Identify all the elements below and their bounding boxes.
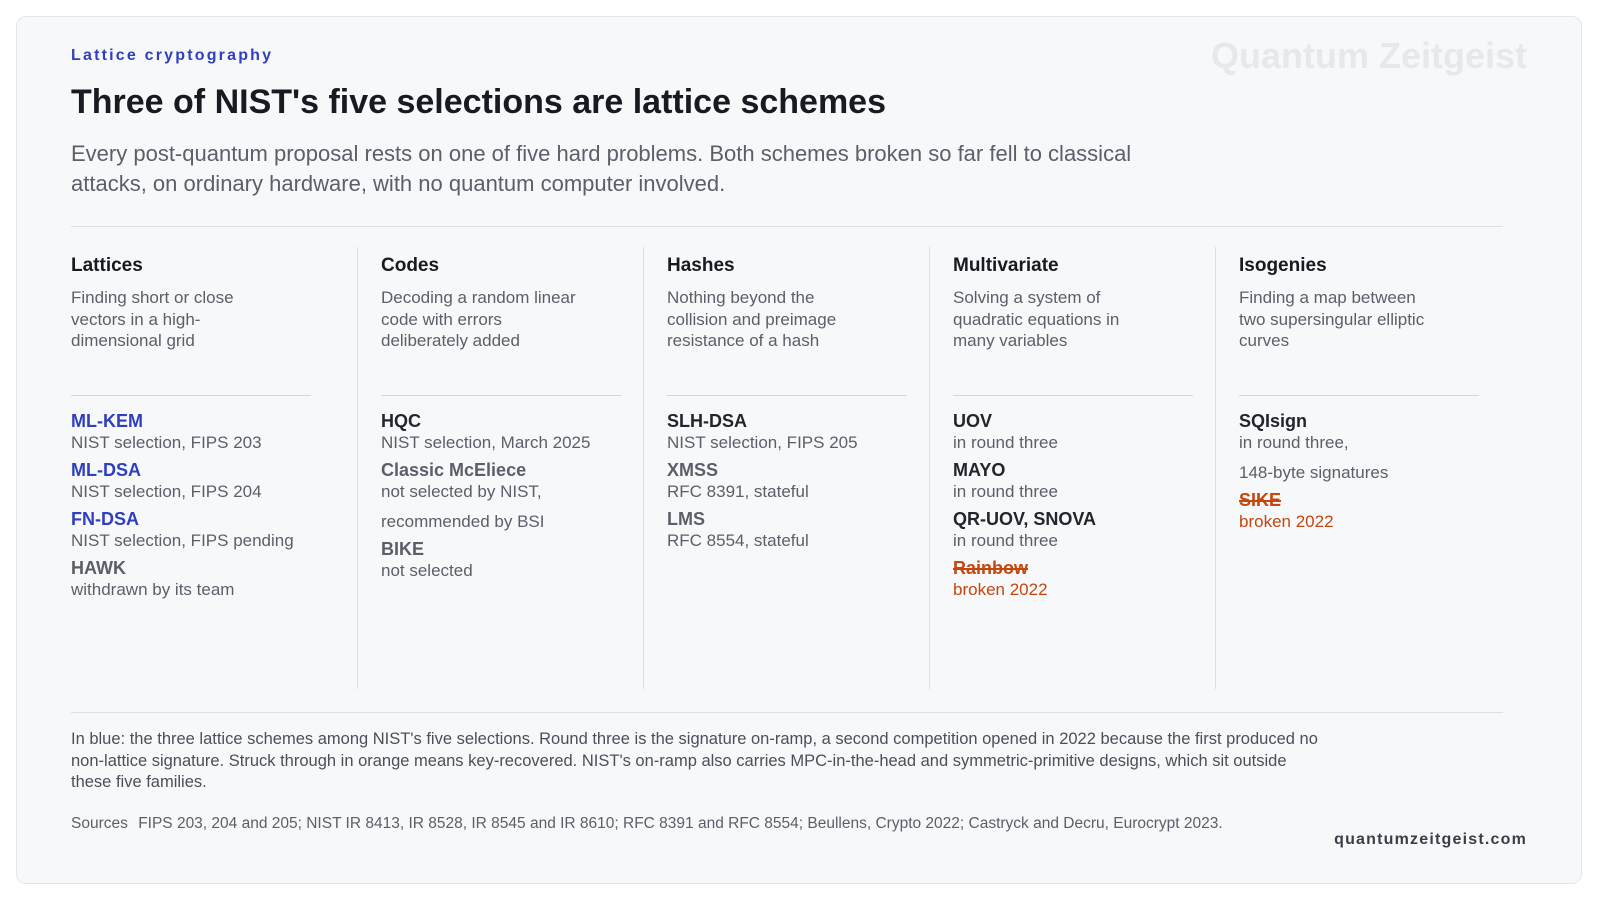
scheme-item (71, 508, 357, 552)
scheme-status: not selected by NIST, (381, 482, 542, 501)
scheme-item (71, 459, 357, 503)
page-title: Three of NIST's five selections are lattice schemes (71, 83, 886, 121)
scheme-list (953, 410, 1215, 601)
scheme-item (1239, 489, 1501, 533)
family-column-multivariate (929, 247, 1215, 689)
scheme-item (667, 459, 929, 503)
scheme-name: XMSS (667, 460, 719, 480)
sources-label: Sources (71, 815, 128, 832)
scheme-status: NIST selection, FIPS 204 (71, 482, 262, 501)
family-name: Multivariate (953, 255, 1059, 276)
scheme-name: QR-UOV, SNOVA (953, 509, 1097, 529)
scheme-item (71, 557, 357, 601)
scheme-item (71, 410, 357, 454)
family-name: Lattices (71, 255, 143, 276)
site-url: quantumzeitgeist.com (1334, 831, 1527, 848)
family-description: Solving a system of quadratic equations in many variables (953, 288, 1120, 350)
column-divider (953, 395, 1193, 396)
scheme-item (953, 557, 1215, 601)
families-grid (71, 247, 1503, 689)
scheme-name: LMS (667, 509, 705, 529)
scheme-status: broken 2022 (953, 580, 1048, 599)
scheme-status: in round three (953, 531, 1058, 550)
scheme-status: NIST selection, FIPS 205 (667, 433, 858, 452)
scheme-list (1239, 410, 1501, 533)
scheme-list (667, 410, 929, 552)
scheme-item (381, 410, 643, 454)
family-column-isogenies (1215, 247, 1501, 689)
scheme-status: in round three (953, 482, 1058, 501)
scheme-item (953, 410, 1215, 454)
scheme-name: Classic McEliece (381, 460, 527, 480)
page-subtitle: Every post-quantum proposal rests on one of five hard problems. Both schemes broken so far fell to classical attacks, on ordinary hardware, with no quantum computer involved. (71, 141, 1132, 196)
scheme-list (71, 410, 357, 601)
scheme-name: SLH-DSA (667, 411, 747, 431)
scheme-name: Rainbow (953, 558, 1028, 578)
scheme-name: HQC (381, 411, 421, 431)
column-divider (381, 395, 621, 396)
scheme-status: in round three (953, 433, 1058, 452)
family-column-codes (357, 247, 643, 689)
footnote: In blue: the three lattice schemes among NIST's five selections. Round three is the signature on-ramp, a second competition opened in 2022 because the first produced no non-lattice signature. Struck through in orange means key-recovered. NIST's on-ramp also carries MPC-in-the-head and symmetric-primitive designs, which sit outside these five families. (71, 730, 1318, 791)
scheme-status-detail: 148-byte signatures (1239, 463, 1389, 482)
scheme-status: RFC 8391, stateful (667, 482, 809, 501)
scheme-name: BIKE (381, 539, 425, 559)
infographic-card (16, 16, 1582, 884)
scheme-item (667, 410, 929, 454)
family-column-hashes (643, 247, 929, 689)
scheme-item (381, 459, 643, 533)
scheme-status: broken 2022 (1239, 512, 1334, 531)
sources-line (71, 815, 1223, 833)
scheme-name: HAWK (71, 558, 126, 578)
family-description: Finding a map between two supersingular elliptic curves (1239, 288, 1425, 350)
scheme-item (953, 459, 1215, 503)
scheme-list (381, 410, 643, 582)
scheme-item (381, 538, 643, 582)
sources-text: FIPS 203, 204 and 205; NIST IR 8413, IR 8528, IR 8545 and IR 8610; RFC 8391 and RFC 8554; Beullens, Crypto 2022; Castryck and Decru, Eurocrypt 2023. (138, 815, 1223, 832)
scheme-name: ML-DSA (71, 460, 141, 480)
family-description: Decoding a random linear code with errors deliberately added (381, 288, 576, 350)
family-name: Isogenies (1239, 255, 1327, 276)
scheme-name: ML-KEM (71, 411, 143, 431)
top-divider (71, 226, 1503, 227)
family-description: Finding short or close vectors in a high-dimensional grid (71, 288, 234, 350)
scheme-item (1239, 410, 1501, 484)
scheme-name: UOV (953, 411, 993, 431)
bottom-divider (71, 712, 1503, 713)
scheme-status: not selected (381, 561, 473, 580)
family-name: Hashes (667, 255, 735, 276)
brand-watermark: Quantum Zeitgeist (1210, 35, 1527, 76)
scheme-status-detail: recommended by BSI (381, 512, 545, 531)
scheme-status: in round three, (1239, 433, 1349, 452)
scheme-status: RFC 8554, stateful (667, 531, 809, 550)
scheme-name: SIKE (1239, 490, 1282, 510)
scheme-status: NIST selection, FIPS 203 (71, 433, 262, 452)
scheme-status: withdrawn by its team (71, 580, 235, 599)
column-divider (1239, 395, 1479, 396)
family-description: Nothing beyond the collision and preimage resistance of a hash (667, 288, 837, 350)
scheme-item (953, 508, 1215, 552)
family-column-lattices (71, 247, 357, 689)
scheme-status: NIST selection, FIPS pending (71, 531, 294, 550)
scheme-status: NIST selection, March 2025 (381, 433, 591, 452)
scheme-name: MAYO (953, 460, 1006, 480)
column-divider (667, 395, 907, 396)
scheme-item (667, 508, 929, 552)
scheme-name: FN-DSA (71, 509, 139, 529)
family-name: Codes (381, 255, 440, 276)
column-divider (71, 395, 311, 396)
eyebrow-label: Lattice cryptography (71, 47, 274, 64)
scheme-name: SQIsign (1239, 411, 1308, 431)
